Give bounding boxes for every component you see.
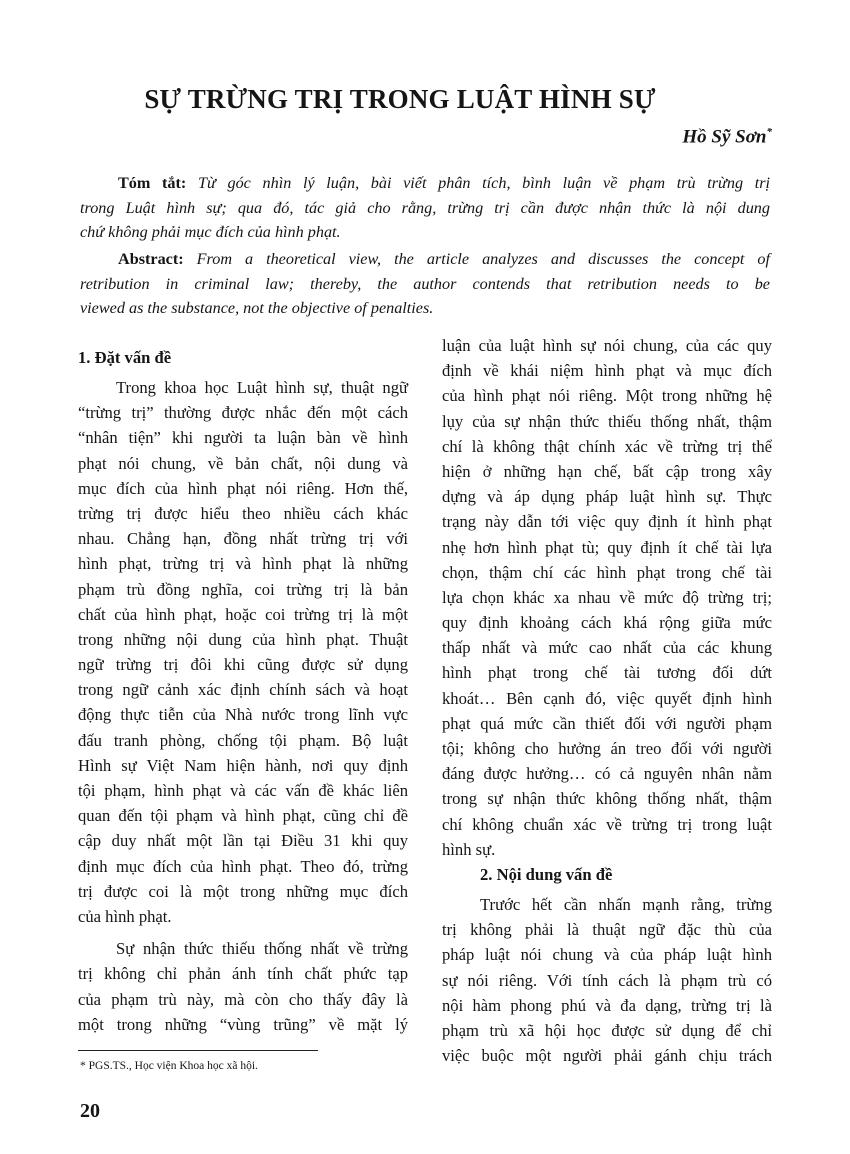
text-line: chất của hình phạt, hoặc coi trừng trị là một [78,604,408,624]
footnote-divider [78,1050,318,1051]
abstract-label: Abstract: [118,250,184,268]
text-line: chí là không thật chính xác về trừng trị thể [442,436,772,456]
text-line: lựa chọn khác xa nhau về mức độ trừng trị; [442,587,772,607]
text-line: trị không chỉ phản ánh tính chất phức tạp [78,964,408,984]
text-line: trong những nội dung của hình phạt. Thuật [78,629,408,649]
summary-vi [80,171,770,245]
text-line: dựng và áp dụng pháp luật hình sự. Thực [442,487,772,507]
text-line: trị được coi là một trong những mục đích [78,881,408,901]
text-line: mục đích của hình phạt nói riêng. Hơn thế, [78,478,408,498]
text-line: định mục đích của hình phạt. Theo đó, trừng [78,856,408,876]
text-line: nội hàm phong phú và đa dạng, trừng trị là [442,995,772,1015]
text-line: của phạm trù này, mà còn cho thấy đây là [78,989,408,1009]
abstract-line: retribution in criminal law; thereby, the author contends that retribution needs to be [80,274,770,293]
text-line: phạt nói chung, về bản chất, nội dung và [78,453,408,473]
page-number: 20 [80,1100,100,1122]
article-title: SỰ TRỪNG TRỊ TRONG LUẬT HÌNH SỰ [144,84,656,114]
text-line: Trước hết cần nhấn mạnh rằng, trừng [480,894,772,914]
text-line: việc buộc một người phải gánh chịu trách [442,1046,772,1066]
text-line: quy định khoảng cách khá rộng giữa mức [442,613,772,633]
text-line: của hình phạt. [78,906,172,926]
author-name [682,126,772,148]
abstract-line: From a theoretical view, the article analyzes and discusses the concept of [196,250,771,268]
right-column [442,333,772,1068]
text-line: khoát… Bên cạnh đó, việc quyết định hình [442,688,772,708]
abstract-line: viewed as the substance, not the objective of penalties. [80,299,434,317]
text-line: đáng được hưởng… có cả nguyên nhân nằm [442,764,772,784]
section-heading: 1. Đặt vấn đề [78,348,172,367]
summary-label: Tóm tắt: [118,174,187,192]
text-line: Hình sự Việt Nam hiện hành, nơi quy định [78,755,408,775]
text-line: tội; không cho hưởng án treo đối với người [442,739,772,758]
text-line: ngữ trừng trị đôi khi cũng được sử dụng [78,655,408,675]
text-line: Sự nhận thức thiếu thống nhất về trừng [116,939,408,959]
section-heading: 2. Nội dung vấn đề [480,864,613,884]
text-line: trong sự nhận thức không thống nhất, thậm [442,789,772,809]
text-line: hình phạt trong chế tài tương đối dứt [442,663,772,683]
footnote: * PGS.TS., Học viện Khoa học xã hội. [80,1060,258,1072]
abstract-en [80,247,770,321]
author-text: Hồ Sỹ Sơn [682,126,767,148]
text-line: cập duy nhất một lần tại Điều 31 khi quy [78,831,408,851]
text-line: trị không phải là thuật ngữ đặc thù của [442,920,772,940]
text-line: trạng này dẫn tới việc quy định ít hình phạt [442,512,772,532]
text-line: hình phạt, trừng trị và hình phạt là những [78,554,408,574]
text-line: nhẹ hơn hình phạt tù; quy định ít chế tài lựa [442,537,772,557]
summary-line: trong Luật hình sự; qua đó, tác giả cho rằng, trừng trị cần được nhận thức là nội dung [80,198,770,217]
text-line: sự nói riêng. Với tính cách là phạm trù có [442,970,772,990]
text-line: thấp nhất và mức cao nhất của các khung [442,638,772,658]
text-line: chí không chuẩn xác về trừng trị trong luật [442,814,772,834]
text-line: tội phạm, hình phạt và các vấn đề khác liên [78,781,408,800]
text-line: một trong những “vùng trũng” về mặt lý [78,1014,408,1034]
text-line: pháp luật nói chung và của pháp luật hình [442,945,772,965]
summary-line: Từ góc nhìn lý luận, bài viết phân tích, bình luận về phạm trù trừng trị [197,174,771,192]
summary-line: chứ không phải mục đích của hình phạt. [80,223,341,241]
text-line: nhau. Chẳng hạn, đồng nhất trừng trị với [78,529,408,549]
text-line: phạm trù đồng nghĩa, coi trừng trị là bản [78,579,408,599]
text-line: “nhân tiện” khi người ta luận bàn về hình [78,428,408,448]
author-footnote-mark: * [766,126,772,138]
text-line: định về khái niệm hình phạt và mục đích [442,361,772,381]
text-line: phạt quá mức cần thiết đối với người phạm [442,713,772,733]
text-line: luận của luật hình sự nói chung, của các quy [442,336,772,355]
text-line: đấu tranh phòng, chống tội phạm. Bộ luật [78,730,408,750]
text-line: trong ngữ cảnh xác định chính sách và hoạt [78,680,408,700]
text-line: hiện ở những hạn chế, bất cập trong xây [442,461,772,481]
text-line: lụy của sự nhận thức thiếu thống nhất, thậm [442,411,772,431]
text-line: Trong khoa học Luật hình sự, thuật ngữ [116,378,408,397]
text-line: chọn, thậm chí các hình phạt trong chế tài [442,562,772,582]
text-line: trừng trị được hiểu theo nhiều cách khác [78,503,408,523]
text-line: quan đến tội phạm và hình phạt, cũng chỉ đề [78,806,408,826]
text-line: động thực tiễn của Nhà nước trong lĩnh vực [78,705,408,725]
text-line: hình sự. [442,839,496,859]
left-column [78,345,408,1037]
text-line: “trừng trị” thường được nhắc đến một cách [78,403,408,423]
text-line: của hình phạt nói riêng. Một trong những hệ [442,386,772,406]
text-line: phạm trù xã hội học được sử dụng để chỉ [442,1020,772,1040]
